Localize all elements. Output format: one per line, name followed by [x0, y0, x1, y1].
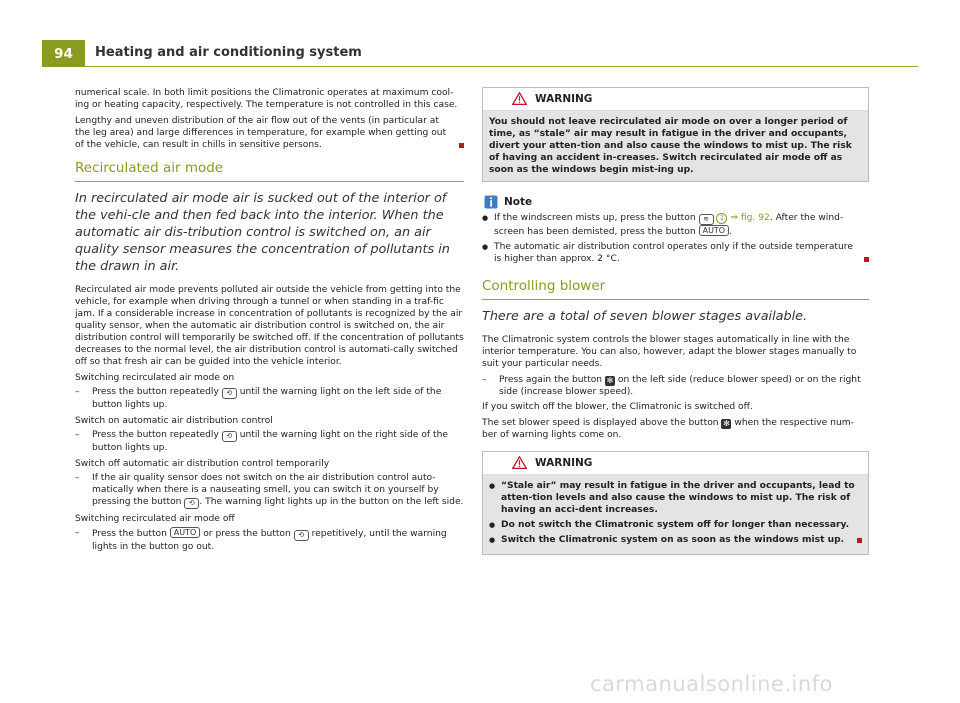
warning-header [483, 452, 868, 475]
step-blower: – Press again the button ✻ on the left side (reduce blower speed) or on the right side (increase blower speed). [482, 374, 869, 398]
section-rule [75, 181, 464, 182]
watermark: carmanualsonline.info [590, 672, 833, 696]
recirculation-button-icon: ⟲ [294, 530, 309, 541]
body-paragraph: Recirculated air mode prevents polluted air outside the vehicle from getting into the vehicle, for example when driving through a tunnel or when standing in a traf-fic jam. If a considerable increase in concentration of pollutants is recognized by the air quality sensor, when the automatic air distribution control is switched on, the air distribution control will temporarily be switched off. If the concentration of pollutants decreases to the normal level, the air distribution control is automati-cally switched off so that fresh air can be guided into the vehicle interior. [75, 285, 464, 367]
warning-triangle-icon [512, 456, 527, 469]
auto-key: AUTO [170, 527, 201, 538]
right-column [482, 87, 869, 567]
header-rule [85, 66, 918, 67]
defrost-button-icon: ≋ [699, 214, 714, 225]
body-paragraph: The Climatronic system controls the blower stages automatically in line with the interior temperature. You can also, however, adapt the blower stages manually to suit your particular needs. [482, 335, 857, 369]
page-header [42, 40, 918, 67]
figure-reference-link[interactable]: ⇒ fig. 92 [730, 213, 770, 223]
note-item: ● The automatic air distribution control operates only if the outside temperature is higher than approx. 2 °C. [482, 241, 869, 265]
warning-title: WARNING [535, 93, 593, 105]
subheading-recirc-on: Switching recirculated air mode on [75, 373, 235, 383]
warning-header [483, 88, 868, 111]
body-paragraph: If you switch off the blower, the Climatronic is switched off. [482, 402, 753, 412]
intro-paragraph-2: Lengthy and uneven distribution of the air flow out of the vents (in particular at the leg area) and large differences in temperature, for example when getting out of the vehicle, can result in chills in sensitive persons. [75, 115, 464, 151]
recirculation-button-icon: ⟲ [184, 498, 199, 509]
warning-item: ● Do not switch the Climatronic system off for longer than necessary. [489, 519, 862, 531]
recirculation-button-icon: ⟲ [222, 388, 237, 399]
section-rule [482, 299, 869, 300]
note-title: Note [504, 196, 533, 208]
warning-text: You should not leave recirculated air mode on over a longer period of time, as “stale” air may result in fatigue in the driver and occupants, divert your atten-tion and also cause the windows to mist up. The risk of having an accident in-creases. Switch recirculated air mode off as soon as the windows begin mist-ing up. [483, 111, 868, 181]
section-title-recirculated: Recirculated air mode [75, 160, 224, 176]
callout-number: 1 [716, 213, 727, 224]
page-number: 94 [42, 40, 85, 67]
info-icon [484, 195, 498, 209]
body-paragraph: The set blower speed is displayed above the button ✻ when the respective num-ber of warning lights come on. [482, 418, 854, 440]
step-recirc-off: – Press the button AUTO or press the button ⟲ repetitively, until the warning lights in the button go out. [75, 527, 464, 553]
subheading-auto-on: Switch on automatic air distribution control [75, 416, 273, 426]
warning-item: ● “Stale air” may result in fatigue in the driver and occupants, lead to atten-tion levels and also cause the windows to mist up. The risk of having an acci-dent increases. [489, 480, 862, 516]
fan-button-icon: ✻ [606, 376, 614, 385]
section-end-marker [857, 538, 862, 543]
subheading-auto-off: Switch off automatic air distribution control temporarily [75, 459, 330, 469]
section-lead: There are a total of seven blower stages available. [482, 309, 808, 324]
note-header [482, 194, 869, 212]
intro-paragraph: numerical scale. In both limit positions the Climatronic operates at maximum cool-ing or heating capacity, respectively. The temperature is not controlled in this case. [75, 88, 458, 110]
warning-triangle-icon [512, 92, 527, 105]
section-end-marker [864, 257, 869, 262]
section-title-blower: Controlling blower [482, 278, 606, 294]
chapter-title: Heating and air conditioning system [95, 45, 362, 60]
warning-list [483, 475, 868, 554]
subheading-recirc-off: Switching recirculated air mode off [75, 514, 235, 524]
auto-key: AUTO [699, 225, 730, 236]
step-auto-off: – If the air quality sensor does not switch on the air distribution control auto-matically when there is a nauseating smell, you can switch it on yourself by pressing the button ⟲ . The warning light lights up in the button on the left side. [75, 472, 464, 509]
warning-box-recirculation [482, 87, 869, 182]
note-item: ● If the windscreen mists up, press the button ≋ 1 ⇒ fig. 92. After the wind-screen has been demisted, press the button AUTO . [482, 212, 869, 238]
section-lead: In recirculated air mode air is sucked out of the interior of the vehi-cle and then fed back into the interior. When the automatic air dis-tribution control is switched on, an air quality sensor measures the concentration of pollutants in the drawn in air. [75, 191, 450, 274]
warning-title: WARNING [535, 457, 593, 469]
warning-box-blower [482, 451, 869, 555]
step-auto-on: – Press the button repeatedly ⟲ until the warning light on the right side of the button lights up. [75, 429, 464, 454]
left-column [75, 87, 464, 556]
section-end-marker [459, 143, 464, 148]
step-recirc-on: – Press the button repeatedly ⟲ until the warning light on the left side of the button lights up. [75, 386, 464, 411]
recirculation-button-icon: ⟲ [222, 431, 237, 442]
fan-button-icon: ✻ [723, 419, 730, 428]
warning-item: ● Switch the Climatronic system on as soon as the windows mist up. [489, 534, 862, 546]
